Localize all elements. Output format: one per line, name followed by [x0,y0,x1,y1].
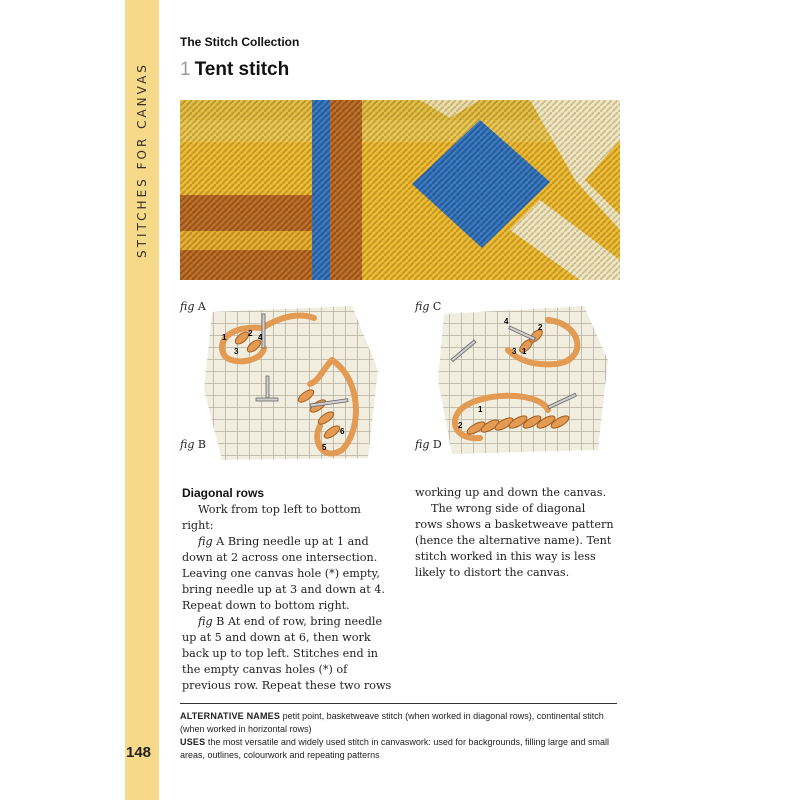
section-title-text: STITCHES FOR CANVAS [135,62,149,258]
stitch-sample-photo [180,100,620,280]
stitch-number: 1 [180,59,191,80]
body-paragraph-4: working up and down the canvas. [415,486,606,499]
diagram-fig-c-d [438,300,614,460]
alternative-names: ALTERNATIVE NAMES petit point, basketweave stitch (when worked in diagonal rows), continental stitch (when worked in horizontal rows) [180,711,604,734]
svg-text:2: 2 [538,323,543,332]
stitch-sample-image [180,100,620,280]
fig-c-label: fig C [415,300,442,313]
body-paragraph-3: fig B At end of row, bring needle up at 5 and down at 6, then work back up to top left. Stitches end in the empty canvas holes (*) of previous row. Repeat these two rows [182,615,392,692]
svg-text:6: 6 [340,427,345,436]
collection-title: The Stitch Collection [180,35,300,49]
svg-text:2: 2 [458,421,463,430]
fig-a-label: fig A [180,300,206,313]
body-paragraph-2: fig A Bring needle up at 1 and down at 2 across one intersection. Leaving one canvas hole (*) empty, bring needle up at 3 and down at 4. Repeat down to bottom right. [182,535,385,612]
notes-block [180,710,620,762]
svg-text:4: 4 [258,333,263,342]
svg-text:3: 3 [512,347,517,356]
uses: USES the most versatile and widely used stitch in canvaswork: used for backgrounds, filling large and small areas, outlines, colourwork and repeating patterns [180,737,610,760]
body-paragraph-1: Work from top left to bottom right: [182,503,361,532]
svg-text:1: 1 [478,405,483,414]
svg-text:3: 3 [234,347,239,356]
svg-text:5: 5 [322,443,327,452]
fig-b-label: fig B [180,438,206,451]
body-column-left [182,485,394,694]
page-number: 148 [126,744,152,761]
stitch-name: Tent stitch [194,59,290,80]
section-heading: Diagonal rows [182,486,265,500]
svg-text:4: 4 [504,317,509,326]
body-paragraph-5: The wrong side of diagonal rows shows a basketweave pattern (hence the alternative name). Tent stitch worked in this way is less likely to distort the canvas. [415,502,614,579]
divider [180,703,617,704]
fig-d-label: fig D [415,438,442,451]
body-column-right [415,485,615,581]
svg-text:2: 2 [248,329,253,338]
svg-text:1: 1 [222,333,227,342]
stitch-title [180,59,289,81]
svg-text:1: 1 [522,347,527,356]
diagram-fig-a-b [202,300,382,465]
